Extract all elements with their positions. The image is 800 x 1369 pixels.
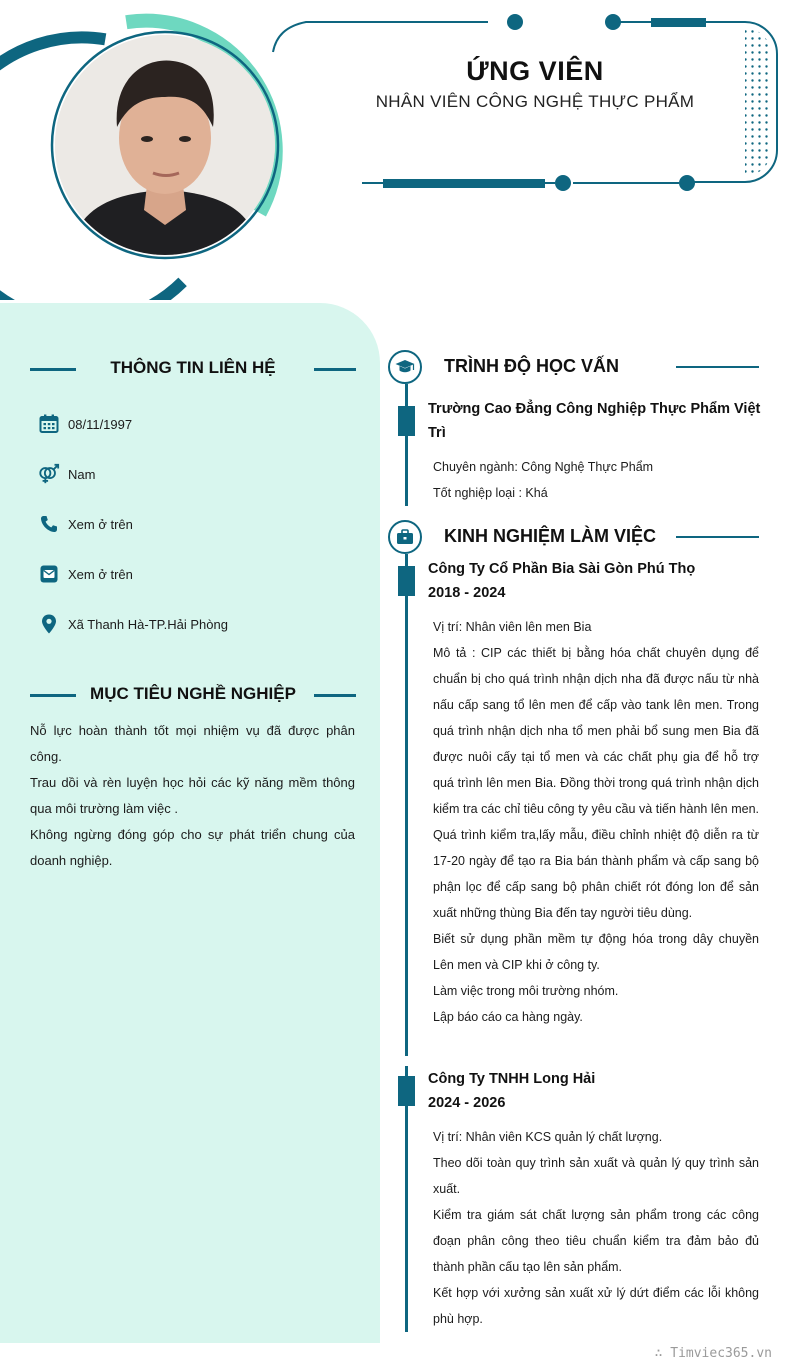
job-line: Kết hợp với xưởng sản xuất xử lý dứt điểm các lỗi không phù hợp. bbox=[433, 1286, 759, 1326]
birthdate-value: 08/11/1997 bbox=[68, 416, 133, 432]
education-heading: TRÌNH ĐỘ HỌC VẤN bbox=[444, 356, 619, 376]
job-line: Mô tả : CIP các thiết bị bằng hóa chất chuyên dụng để chuẩn bị cho quá trình nhận dịch nha đã được nấu từ nhà nấu cấp sang tổ lên men để cấp vào tank lên men. Trong quá trình nhận dịch nha tổ men phải bổ sung men Bia đã được nuôi cấy tại tổ men và các chất phụ gia để hỗ trợ quá trình lên men Bia. Đồng thời trong quá trình nhận dịch kiểm tra các chỉ tiêu công ty yêu cầu và tiến hành lên men. Quá trình kiểm tra,lấy mẫu, điều chỉnh nhiệt độ diễn ra từ 17-20 ngày để tạo ra Bia bán thành phẩm và cấp sang bộ phận lọc để cấp sang bộ phân chiết rót đóng lon để sản xuất những thùng Bia đến tay người tiêu dùng. bbox=[433, 646, 759, 920]
contact-gender bbox=[38, 463, 358, 485]
calendar-icon bbox=[38, 413, 60, 435]
divider bbox=[314, 368, 356, 371]
job-line: Vị trí: Nhân viên lên men Bia bbox=[433, 620, 592, 634]
experience-heading: KINH NGHIỆM LÀM VIỆC bbox=[444, 526, 657, 546]
job-line: Làm việc trong môi trường nhóm. bbox=[433, 984, 619, 998]
job-2-details bbox=[433, 1124, 759, 1332]
graduation-cap-icon bbox=[388, 350, 422, 384]
watermark: ∴ Timviec365.vn bbox=[654, 1346, 772, 1361]
job-line: Kiểm tra giám sát chất lượng sản phẩm trong các công đoạn phân công theo tiêu chuẩn kiểm tra đảm bảo đủ thành phần cấu tạo lên sản phẩm. bbox=[433, 1208, 759, 1274]
objective-line: Không ngừng đóng góp cho sự phát triển chung của doanh nghiệp. bbox=[30, 827, 355, 868]
person-avatar-icon bbox=[55, 35, 275, 255]
timeline-marker bbox=[398, 1076, 415, 1106]
job-period: 2018 - 2024 bbox=[428, 585, 506, 601]
phone-icon bbox=[38, 513, 60, 535]
objective-section-title bbox=[30, 684, 356, 704]
company-name: Công Ty Cổ Phần Bia Sài Gòn Phú Thọ bbox=[428, 561, 696, 577]
phone-value: Xem ở trên bbox=[68, 516, 133, 532]
timeline-marker bbox=[398, 566, 415, 596]
location-pin-icon bbox=[38, 613, 60, 635]
education-line: Tốt nghiệp loại : Khá bbox=[433, 486, 548, 500]
gender-icon bbox=[38, 463, 60, 485]
address-value: Xã Thanh Hà-TP.Hải Phòng bbox=[68, 616, 228, 632]
company-name: Công Ty TNHH Long Hải bbox=[428, 1071, 596, 1087]
contact-birthdate bbox=[38, 413, 358, 435]
contact-section-title bbox=[30, 358, 356, 378]
job-1-details bbox=[433, 614, 759, 1030]
candidate-title: ỨNG VIÊN bbox=[466, 56, 604, 86]
job-line: Vị trí: Nhân viên KCS quản lý chất lượng. bbox=[433, 1130, 663, 1144]
contact-heading: THÔNG TIN LIÊN HỆ bbox=[110, 358, 276, 377]
contact-address bbox=[38, 613, 358, 635]
timeline-marker bbox=[398, 406, 415, 436]
divider bbox=[30, 694, 76, 697]
education-timeline bbox=[405, 384, 408, 506]
divider bbox=[676, 536, 759, 538]
experience-timeline-1 bbox=[405, 554, 408, 1056]
job-line: Biết sử dụng phần mềm tự động hóa trong dây chuyền Lên men và CIP khi ở công ty. bbox=[433, 932, 759, 972]
contact-phone bbox=[38, 513, 358, 535]
email-value: Xem ở trên bbox=[68, 566, 133, 582]
job-title: NHÂN VIÊN CÔNG NGHỆ THỰC PHẨM bbox=[375, 92, 695, 111]
divider bbox=[30, 368, 76, 371]
divider bbox=[676, 366, 759, 368]
email-icon bbox=[38, 563, 60, 585]
job-line: Theo dõi toàn quy trình sản xuất và quản lý quy trình sản xuất. bbox=[433, 1156, 759, 1196]
candidate-photo bbox=[55, 35, 275, 255]
objective-line: Nỗ lực hoàn thành tốt mọi nhiệm vụ đã được phân công. bbox=[30, 723, 355, 764]
objective-heading: MỤC TIÊU NGHỀ NGHIỆP bbox=[90, 684, 296, 703]
objective-line: Trau dồi và rèn luyện học hỏi các kỹ năng mềm thông qua môi trường làm việc . bbox=[30, 775, 355, 816]
education-line: Chuyên ngành: Công Nghệ Thực Phẩm bbox=[433, 460, 654, 474]
job-2-header bbox=[428, 1067, 762, 1115]
gender-value: Nam bbox=[68, 466, 96, 482]
briefcase-icon bbox=[388, 520, 422, 554]
divider bbox=[314, 694, 356, 697]
contact-email bbox=[38, 563, 358, 585]
job-line: Lập báo cáo ca hàng ngày. bbox=[433, 1010, 583, 1024]
education-details bbox=[433, 454, 759, 506]
objective-text bbox=[30, 718, 355, 874]
job-period: 2024 - 2026 bbox=[428, 1095, 506, 1111]
job-1-header bbox=[428, 557, 762, 605]
school-name: Trường Cao Đẳng Công Nghiệp Thực Phẩm Việt Trì bbox=[428, 401, 761, 441]
